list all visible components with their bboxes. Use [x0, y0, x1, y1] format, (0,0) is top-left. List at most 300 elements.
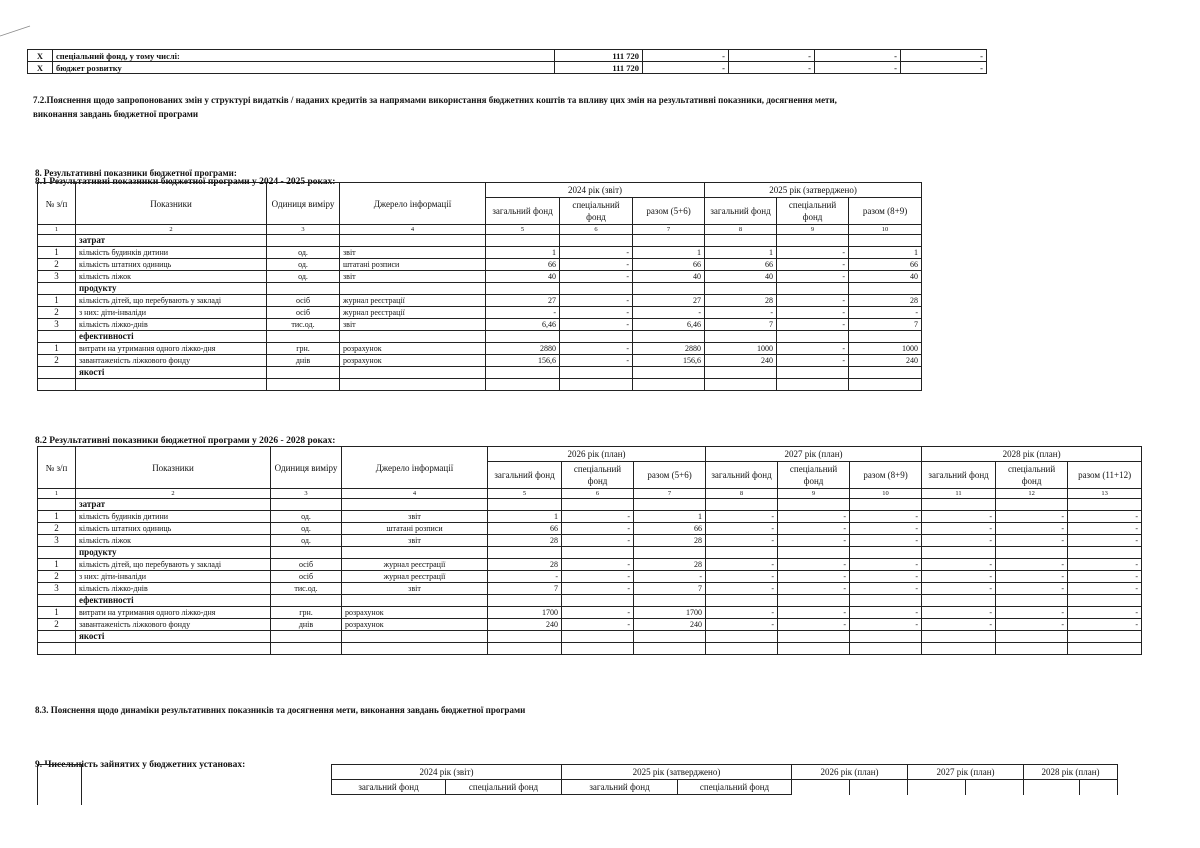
category-label: продукту: [76, 547, 271, 559]
empty-cell: [778, 547, 850, 559]
indicator-value: -: [778, 559, 850, 571]
category-row: [38, 283, 922, 295]
column-number: 10: [850, 489, 922, 499]
empty-cell: [340, 235, 486, 247]
indicator-row: [38, 607, 1142, 619]
empty-cell: [486, 235, 560, 247]
employees-cell: [966, 780, 1024, 795]
category-label: затрат: [76, 235, 267, 247]
empty-cell: [996, 643, 1068, 655]
row-value: -: [643, 62, 729, 74]
indicator-value: -: [560, 319, 633, 331]
indicator-value: 1: [634, 511, 706, 523]
employees-year-2027: 2027 рік (план): [908, 765, 1024, 780]
indicator-value: 28: [634, 535, 706, 547]
indicator-value: 1: [486, 247, 560, 259]
column-number: 5: [488, 489, 562, 499]
section-8-3-title: 8.3. Пояснення щодо динаміки результативних показників та досягнення мети, виконання завдань бюджетної програми: [35, 705, 526, 715]
indicator-unit: грн.: [271, 607, 342, 619]
indicator-value: -: [1068, 511, 1142, 523]
employees-cell: [1024, 780, 1080, 795]
header-year-2026: 2026 рік (план): [488, 447, 706, 462]
column-number: 12: [996, 489, 1068, 499]
column-number: 3: [267, 225, 340, 235]
indicator-label: кількість ліжко-днів: [76, 319, 267, 331]
indicator-value: -: [922, 619, 996, 631]
indicator-value: -: [1068, 619, 1142, 631]
employees-col-blank: [82, 765, 332, 806]
row-value: 111 720: [555, 62, 643, 74]
indicator-value: 1000: [849, 343, 922, 355]
empty-row: [38, 379, 922, 391]
empty-cell: [488, 499, 562, 511]
indicator-source: журнал реєстрації: [340, 307, 486, 319]
empty-cell: [1068, 631, 1142, 643]
empty-cell: [342, 547, 488, 559]
indicator-value: -: [560, 307, 633, 319]
indicator-value: 1700: [634, 607, 706, 619]
empty-cell: [267, 331, 340, 343]
indicator-value: 1: [849, 247, 922, 259]
indicator-unit: од.: [271, 523, 342, 535]
row-value: -: [643, 50, 729, 62]
category-label: ефективності: [76, 595, 271, 607]
empty-cell: [633, 235, 705, 247]
empty-cell: [850, 595, 922, 607]
row-no: 2: [38, 523, 76, 535]
indicator-value: -: [706, 571, 778, 583]
header-source: Джерело інформації: [342, 447, 488, 489]
indicator-value: -: [562, 571, 634, 583]
column-number: 2: [76, 489, 271, 499]
empty-cell: [560, 367, 633, 379]
empty-cell: [560, 331, 633, 343]
indicator-label: завантаженість ліжкового фонду: [76, 619, 271, 631]
header-sum: разом (8+9): [850, 462, 922, 489]
empty-cell: [850, 643, 922, 655]
indicator-value: -: [706, 511, 778, 523]
indicator-unit: тис.од.: [267, 319, 340, 331]
empty-cell: [996, 631, 1068, 643]
row-no: 1: [38, 295, 76, 307]
indicator-value: 7: [634, 583, 706, 595]
empty-cell: [488, 595, 562, 607]
empty-cell: [633, 367, 705, 379]
category-label: продукту: [76, 283, 267, 295]
indicator-source: розрахунок: [340, 355, 486, 367]
category-label: якості: [76, 367, 267, 379]
employees-special-fund: спеціальний фонд: [678, 780, 792, 795]
empty-cell: [340, 367, 486, 379]
indicator-label: з них: діти-інваліди: [76, 571, 271, 583]
empty-cell: [267, 235, 340, 247]
indicator-value: -: [996, 583, 1068, 595]
indicator-value: 7: [488, 583, 562, 595]
row-value: -: [901, 62, 987, 74]
indicator-value: -: [634, 571, 706, 583]
column-number: 5: [486, 225, 560, 235]
empty-cell: [706, 499, 778, 511]
indicator-value: 66: [486, 259, 560, 271]
indicator-value: -: [706, 535, 778, 547]
indicator-value: -: [850, 535, 922, 547]
indicator-value: 1: [633, 247, 705, 259]
indicator-value: -: [777, 271, 849, 283]
empty-cell: [267, 379, 340, 391]
indicator-label: кількість штатних одиниць: [76, 523, 271, 535]
indicator-value: 28: [488, 535, 562, 547]
employees-table: [37, 764, 1118, 805]
indicator-value: -: [562, 511, 634, 523]
empty-cell: [634, 643, 706, 655]
indicator-value: -: [1068, 571, 1142, 583]
indicator-value: 27: [633, 295, 705, 307]
section-7-2-line2: виконання завдань бюджетної програми: [33, 109, 199, 119]
row-code: X: [28, 62, 53, 74]
empty-cell: [850, 631, 922, 643]
empty-cell: [342, 499, 488, 511]
category-row: [38, 367, 922, 379]
special-fund-table: [27, 49, 987, 74]
indicator-value: -: [1068, 535, 1142, 547]
empty-cell: [849, 331, 922, 343]
empty-cell: [705, 331, 777, 343]
indicator-value: -: [706, 583, 778, 595]
empty-cell: [777, 235, 849, 247]
row-no: 3: [38, 535, 76, 547]
empty-cell: [850, 499, 922, 511]
indicator-row: [38, 295, 922, 307]
empty-cell: [488, 643, 562, 655]
row-no: 2: [38, 619, 76, 631]
row-no: 2: [38, 259, 76, 271]
column-number: 4: [340, 225, 486, 235]
column-number: 13: [1068, 489, 1142, 499]
row-no: 1: [38, 511, 76, 523]
indicator-value: -: [778, 535, 850, 547]
indicator-value: -: [488, 571, 562, 583]
indicator-value: -: [996, 571, 1068, 583]
indicator-row: [38, 259, 922, 271]
header-year-2024: 2024 рік (звіт): [486, 183, 705, 198]
column-number: 6: [560, 225, 633, 235]
column-number: 2: [76, 225, 267, 235]
row-no: 3: [38, 271, 76, 283]
employees-spacer: [332, 795, 1118, 806]
indicator-value: -: [777, 259, 849, 271]
indicator-value: -: [850, 571, 922, 583]
employees-general-fund: загальний фонд: [332, 780, 446, 795]
empty-cell: [562, 499, 634, 511]
indicator-value: 66: [488, 523, 562, 535]
indicator-value: -: [922, 523, 996, 535]
row-no: [38, 331, 76, 343]
category-label: якості: [76, 631, 271, 643]
indicator-row: [38, 307, 922, 319]
indicator-row: [38, 247, 922, 259]
row-no: [38, 631, 76, 643]
indicator-value: 66: [849, 259, 922, 271]
row-value: -: [729, 62, 815, 74]
empty-cell: [1068, 643, 1142, 655]
empty-cell: [38, 643, 76, 655]
indicator-value: -: [560, 271, 633, 283]
indicator-value: -: [922, 583, 996, 595]
indicator-value: -: [778, 571, 850, 583]
header-sum: разом (5+6): [633, 198, 705, 225]
indicator-row: [38, 559, 1142, 571]
row-no: 3: [38, 319, 76, 331]
row-value: -: [901, 50, 987, 62]
empty-cell: [342, 643, 488, 655]
empty-cell: [38, 379, 76, 391]
header-general-fund: загальний фонд: [488, 462, 562, 489]
indicator-value: 1: [488, 511, 562, 523]
indicator-value: -: [562, 559, 634, 571]
indicator-value: -: [778, 523, 850, 535]
row-no: [38, 595, 76, 607]
empty-cell: [777, 283, 849, 295]
indicator-source: розрахунок: [342, 607, 488, 619]
empty-cell: [706, 595, 778, 607]
header-unit: Одиниця виміру: [271, 447, 342, 489]
empty-cell: [706, 631, 778, 643]
indicator-value: -: [850, 523, 922, 535]
indicator-value: 6,46: [486, 319, 560, 331]
empty-cell: [271, 631, 342, 643]
indicator-value: -: [778, 607, 850, 619]
indicator-value: -: [777, 355, 849, 367]
indicator-value: -: [777, 295, 849, 307]
indicator-value: -: [1068, 523, 1142, 535]
indicator-value: -: [850, 619, 922, 631]
empty-cell: [633, 331, 705, 343]
indicator-value: -: [560, 343, 633, 355]
indicator-unit: осіб: [267, 295, 340, 307]
indicator-label: кількість дітей, що перебувають у закладі: [76, 295, 267, 307]
indicator-value: -: [777, 343, 849, 355]
category-row: [38, 631, 1142, 643]
indicator-unit: осіб: [267, 307, 340, 319]
header-sum: разом (11+12): [1068, 462, 1142, 489]
indicator-value: -: [996, 523, 1068, 535]
empty-cell: [633, 379, 705, 391]
empty-cell: [486, 367, 560, 379]
indicator-label: кількість будинків дитини: [76, 511, 271, 523]
header-year-2025: 2025 рік (затверджено): [705, 183, 922, 198]
row-value: -: [729, 50, 815, 62]
empty-cell: [778, 631, 850, 643]
employees-year-2028: 2028 рік (план): [1024, 765, 1118, 780]
indicator-value: 28: [634, 559, 706, 571]
indicator-value: 28: [488, 559, 562, 571]
indicator-unit: днів: [271, 619, 342, 631]
indicator-row: [38, 511, 1142, 523]
indicator-value: -: [996, 511, 1068, 523]
indicator-row: [38, 535, 1142, 547]
row-no: 3: [38, 583, 76, 595]
indicator-value: 7: [705, 319, 777, 331]
indicator-value: -: [777, 319, 849, 331]
indicator-value: -: [562, 583, 634, 595]
column-number: 8: [706, 489, 778, 499]
indicator-label: кількість ліжок: [76, 535, 271, 547]
empty-cell: [486, 331, 560, 343]
header-year-2027: 2027 рік (план): [706, 447, 922, 462]
indicator-unit: грн.: [267, 343, 340, 355]
header-special-fund: спеціальний фонд: [562, 462, 634, 489]
indicator-value: -: [850, 511, 922, 523]
indicator-value: 1000: [705, 343, 777, 355]
empty-cell: [922, 499, 996, 511]
indicator-label: витрати на утримання одного ліжко-дня: [76, 607, 271, 619]
row-no: 2: [38, 355, 76, 367]
indicator-value: 28: [849, 295, 922, 307]
indicator-value: 1700: [488, 607, 562, 619]
category-row: [38, 235, 922, 247]
header-general-fund: загальний фонд: [922, 462, 996, 489]
indicator-unit: од.: [271, 535, 342, 547]
header-sum: разом (8+9): [849, 198, 922, 225]
row-no: 2: [38, 571, 76, 583]
indicator-value: -: [850, 559, 922, 571]
row-no: [38, 235, 76, 247]
empty-cell: [706, 643, 778, 655]
header-general-fund: загальний фонд: [705, 198, 777, 225]
header-general-fund: загальний фонд: [486, 198, 560, 225]
header-no: № з/п: [38, 447, 76, 489]
indicator-value: 66: [705, 259, 777, 271]
column-number: 11: [922, 489, 996, 499]
column-number: 9: [778, 489, 850, 499]
column-number: 9: [777, 225, 849, 235]
empty-cell: [922, 643, 996, 655]
empty-cell: [634, 631, 706, 643]
empty-cell: [777, 331, 849, 343]
header-sum: разом (5+6): [634, 462, 706, 489]
indicator-value: 2880: [486, 343, 560, 355]
header-indicator: Показники: [76, 183, 267, 225]
empty-cell: [488, 547, 562, 559]
empty-cell: [850, 547, 922, 559]
empty-cell: [340, 379, 486, 391]
indicator-value: -: [560, 247, 633, 259]
section-9-title: 9. Чисельність зайнятих у бюджетних установах:: [35, 760, 246, 770]
empty-cell: [271, 643, 342, 655]
performance-table-2024-2025: [37, 182, 922, 391]
section-8-title: 8. Результативні показники бюджетної програми:: [35, 168, 237, 178]
indicator-unit: осіб: [271, 559, 342, 571]
category-row: [38, 547, 1142, 559]
indicator-value: -: [850, 607, 922, 619]
row-no: 1: [38, 607, 76, 619]
column-number: 7: [633, 225, 705, 235]
empty-cell: [271, 547, 342, 559]
indicator-value: 40: [705, 271, 777, 283]
indicator-value: 156,6: [633, 355, 705, 367]
row-no: 1: [38, 247, 76, 259]
indicator-value: 28: [705, 295, 777, 307]
row-value: -: [815, 50, 901, 62]
empty-cell: [76, 379, 267, 391]
indicator-source: журнал реєстрації: [340, 295, 486, 307]
empty-cell: [562, 643, 634, 655]
header-source: Джерело інформації: [340, 183, 486, 225]
table-8-2-title: 8.2 Результативні показники бюджетної програми у 2026 - 2028 роках:: [35, 436, 336, 446]
indicator-value: 240: [488, 619, 562, 631]
indicator-value: -: [560, 259, 633, 271]
empty-cell: [849, 379, 922, 391]
indicator-value: -: [1068, 583, 1142, 595]
indicator-value: 40: [633, 271, 705, 283]
employees-cell: [1080, 780, 1118, 795]
indicator-label: кількість дітей, що перебувають у закладі: [76, 559, 271, 571]
indicator-source: штатані розписи: [340, 259, 486, 271]
header-no: № з/п: [38, 183, 76, 225]
header-special-fund: спеціальний фонд: [560, 198, 633, 225]
employees-col-blank: [38, 765, 82, 806]
indicator-value: 156,6: [486, 355, 560, 367]
indicator-label: кількість будинків дитини: [76, 247, 267, 259]
indicator-source: звіт: [342, 535, 488, 547]
column-number: 6: [562, 489, 634, 499]
indicator-value: 2880: [633, 343, 705, 355]
indicator-value: -: [778, 583, 850, 595]
employees-year-2024: 2024 рік (звіт): [332, 765, 562, 780]
section-7-2-line1: 7.2.Пояснення щодо запропонованих змін у структурі видатків / наданих кредитів за напрямами використання бюджетних коштів та впливу цих змін на результативні показники, досягнення мети,: [33, 95, 837, 105]
indicator-label: кількість ліжок: [76, 271, 267, 283]
indicator-value: -: [560, 355, 633, 367]
indicator-value: -: [922, 559, 996, 571]
indicator-row: [38, 343, 922, 355]
indicator-row: [38, 319, 922, 331]
indicator-value: -: [996, 535, 1068, 547]
empty-cell: [486, 379, 560, 391]
empty-cell: [271, 595, 342, 607]
empty-cell: [560, 379, 633, 391]
indicator-source: розрахунок: [342, 619, 488, 631]
empty-cell: [922, 595, 996, 607]
header-unit: Одиниця виміру: [267, 183, 340, 225]
empty-cell: [778, 595, 850, 607]
indicator-value: 240: [849, 355, 922, 367]
indicator-source: звіт: [342, 511, 488, 523]
indicator-value: -: [922, 535, 996, 547]
indicator-row: [38, 271, 922, 283]
employees-cell: [908, 780, 966, 795]
indicator-value: -: [996, 559, 1068, 571]
row-no: [38, 547, 76, 559]
indicator-source: звіт: [340, 271, 486, 283]
indicator-value: -: [849, 307, 922, 319]
empty-cell: [706, 547, 778, 559]
indicator-value: -: [922, 511, 996, 523]
table-8-1-title: 8.1 Результативні показники бюджетної програми у 2024 - 2025 роках:: [35, 177, 336, 187]
category-row: [38, 331, 922, 343]
empty-cell: [634, 595, 706, 607]
empty-cell: [996, 499, 1068, 511]
indicator-value: -: [633, 307, 705, 319]
row-no: 1: [38, 343, 76, 355]
employees-cell: [792, 780, 850, 795]
indicator-unit: од.: [267, 259, 340, 271]
indicator-value: -: [706, 523, 778, 535]
employees-cell: [850, 780, 908, 795]
empty-cell: [634, 547, 706, 559]
row-no: 2: [38, 307, 76, 319]
empty-cell: [562, 631, 634, 643]
indicator-value: -: [922, 607, 996, 619]
